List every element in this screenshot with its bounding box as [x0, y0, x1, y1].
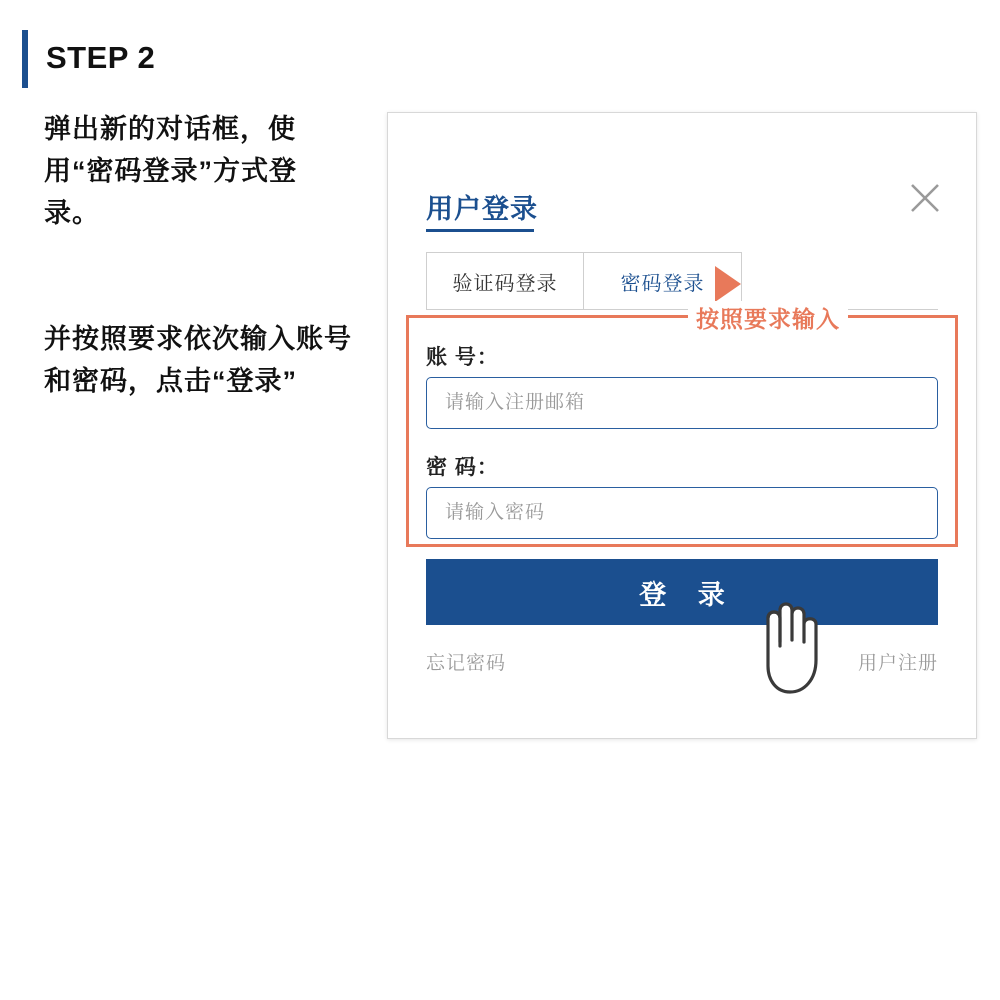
step-title: STEP 2 [46, 40, 156, 75]
account-input[interactable] [426, 377, 938, 429]
tab-sms-login[interactable] [426, 252, 584, 310]
user-register-link[interactable]: 用户注册 [857, 653, 938, 674]
dialog-title-underline [426, 229, 534, 232]
password-input[interactable] [426, 487, 938, 539]
account-field-label: 账 号： [426, 346, 499, 369]
tab-password-login-label: 密码登录 [620, 272, 705, 295]
password-field-label: 密 码： [426, 456, 499, 479]
tab-bottom-divider [426, 309, 938, 310]
instruction-paragraph-1: 弹出新的对话框，使用“密码登录”方式登录。 [44, 114, 297, 228]
tab-pointer-arrow-icon [715, 266, 741, 302]
instruction-panel [0, 0, 370, 1000]
tab-sms-login-label: 验证码登录 [452, 272, 558, 295]
forgot-password-link[interactable]: 忘记密码 [426, 653, 507, 674]
close-icon[interactable] [908, 181, 942, 215]
login-button[interactable]: 登 录 [426, 559, 938, 625]
instruction-paragraph-2: 并按照要求依次输入账号和密码，点击“登录” [44, 324, 352, 396]
annotation-label: 按照要求输入 [688, 301, 848, 334]
dialog-title: 用户登录 [426, 194, 538, 224]
step-accent-bar [22, 30, 28, 88]
login-dialog [387, 112, 977, 739]
